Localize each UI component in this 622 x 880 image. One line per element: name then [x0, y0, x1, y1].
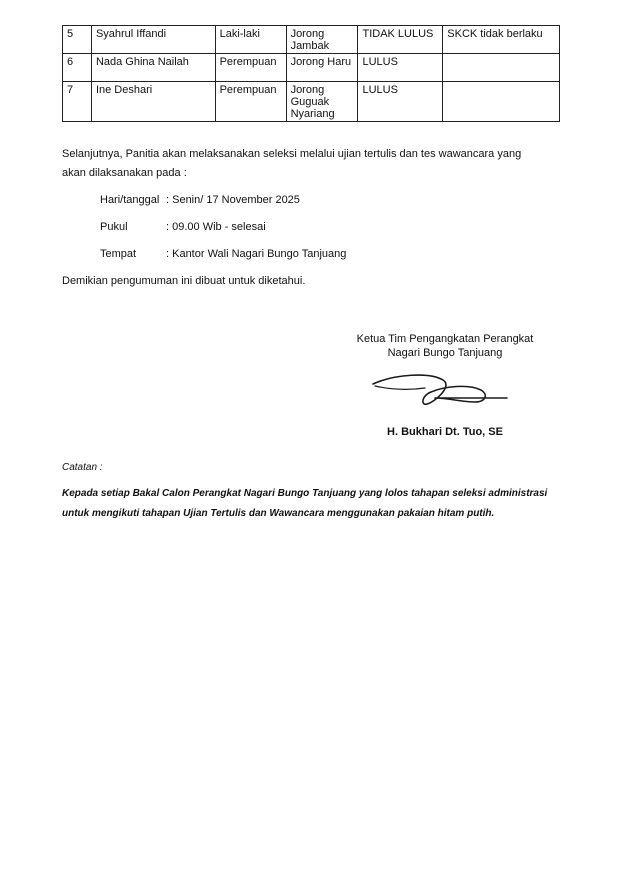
address-line: Guguak [290, 96, 330, 108]
note-line: Kepada setiap Bakal Calon Perangkat Nagari Bungo Tanjuang yang lolos tahapan seleksi administrasi [62, 488, 548, 499]
cell-gender: Perempuan [215, 54, 286, 82]
signature-title-line: Nagari Bungo Tanjuang [387, 347, 503, 359]
signature-title [340, 332, 550, 360]
results-table [62, 25, 560, 122]
note-body [62, 484, 562, 524]
schedule-time-label: Pukul [100, 221, 128, 233]
cell-remark: SKCK tidak berlaku [443, 26, 560, 54]
schedule-time [100, 221, 266, 233]
closing-text: Demikian pengumuman ini dibuat untuk diketahui. [62, 275, 306, 287]
cell-status: TIDAK LULUS [358, 26, 443, 54]
cell-name: Nada Ghina Nailah [91, 54, 215, 82]
cell-number: 6 [63, 54, 92, 82]
address-line: Nyariang [290, 108, 335, 120]
cell-number: 7 [63, 82, 92, 122]
schedule-place-label: Tempat [100, 248, 137, 260]
cell-name: Ine Deshari [91, 82, 215, 122]
address-line: Jambak [290, 40, 330, 52]
cell-status: LULUS [358, 54, 443, 82]
cell-gender: Laki-laki [215, 26, 286, 54]
note-line: untuk mengikuti tahapan Ujian Tertulis dan Wawancara menggunakan pakaian hitam putih. [62, 508, 495, 519]
paragraph-line: Selanjutnya, Panitia akan melaksanakan seleksi melalui ujian tertulis dan tes wawancara yang [62, 148, 522, 160]
cell-remark [443, 54, 560, 82]
cell-address [286, 54, 358, 82]
address-line: Jorong [290, 84, 325, 96]
cell-gender: Perempuan [215, 82, 286, 122]
signer-name: H. Bukhari Dt. Tuo, SE [387, 426, 503, 438]
schedule-time-value: : 09.00 Wib - selesai [166, 221, 266, 233]
schedule-day [100, 194, 300, 206]
table-row [63, 82, 560, 122]
address-line: Jorong Haru [290, 56, 352, 68]
schedule-place-value: : Kantor Wali Nagari Bungo Tanjuang [166, 248, 347, 260]
handwritten-signature [365, 368, 515, 418]
address-line: Jorong [290, 28, 325, 40]
cell-remark [443, 82, 560, 122]
note-heading: Catatan : [62, 462, 103, 473]
paragraph-line: akan dilaksanakan pada : [62, 167, 187, 179]
schedule-day-value: : Senin/ 17 November 2025 [166, 194, 300, 206]
table-row [63, 54, 560, 82]
schedule-day-label: Hari/tanggal [100, 194, 160, 206]
cell-status: LULUS [358, 82, 443, 122]
cell-address [286, 26, 358, 54]
signature-title-line: Ketua Tim Pengangkatan Perangkat [356, 333, 534, 345]
cell-number: 5 [63, 26, 92, 54]
table-row [63, 26, 560, 54]
cell-name: Syahrul Iffandi [91, 26, 215, 54]
schedule-place [100, 248, 346, 260]
announcement-paragraph [62, 145, 562, 183]
cell-address [286, 82, 358, 122]
